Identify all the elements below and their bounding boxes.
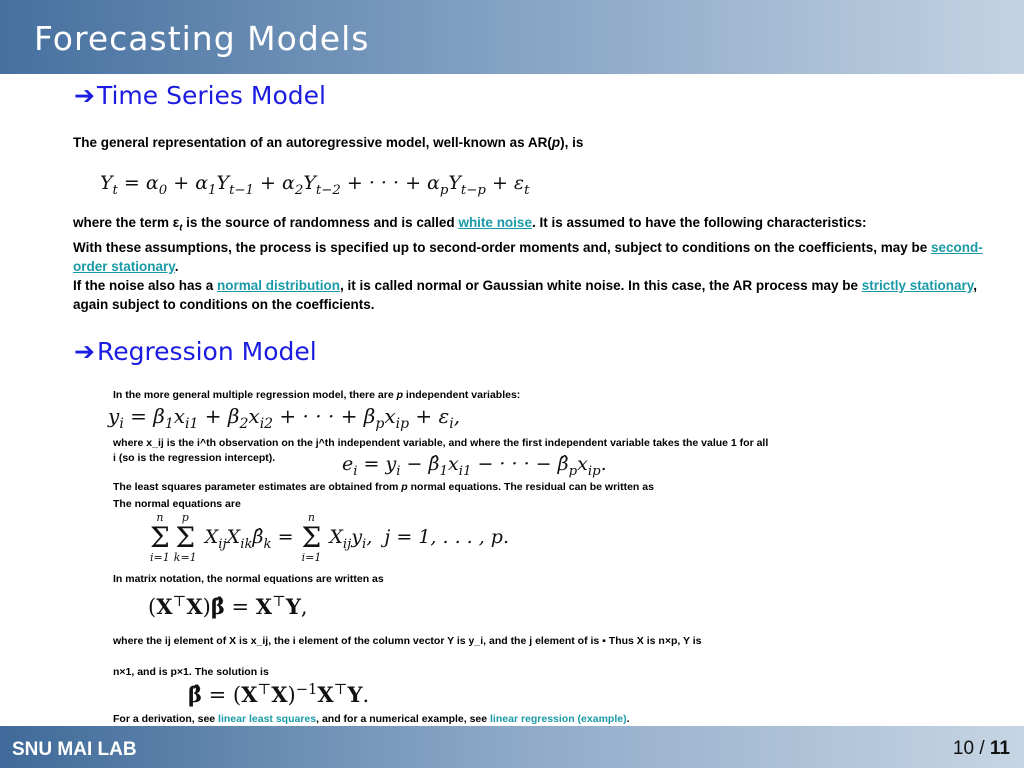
residual-equation: $e_i = y_i$ − $\betâ_1x_{i1}$ − · · · − $\betâ_px_{ip}$. xyxy=(342,453,607,479)
linear-regression-example-link[interactable]: linear regression (example) xyxy=(490,713,627,725)
total-pages: 11 xyxy=(989,738,1010,759)
strictly-stationary-link[interactable]: strictly stationary xyxy=(861,277,974,293)
regression-variable-note: where x_ij is the i^th observation on the j^th independent variable, and where the first independent variable takes the value 1 for all i (so is the regression intercept). xyxy=(113,437,769,464)
arrow-right-icon: ➔ xyxy=(74,337,95,366)
footer-bar xyxy=(0,726,1024,768)
slide-title: Forecasting Models xyxy=(34,19,370,58)
section-heading-regression: ➔Regression Model xyxy=(74,337,317,366)
white-noise-link[interactable]: white noise xyxy=(458,215,532,230)
derivation-text: For a derivation, see linear least squares, and for a numerical example, see linear regression (example). xyxy=(113,713,630,725)
ar-equation: $Y_t = \alpha_0 + \alpha_1Y_{t-1} + \alpha_2Y_{t-2}$ + · · · + $\alpha_pY_{t-p} + \varepsilon_t$ xyxy=(100,172,530,198)
title-bar xyxy=(0,0,1024,74)
least-squares-text: The least squares parameter estimates are obtained from p normal equations. The residual can be written as xyxy=(113,481,654,493)
dimensions-text: n×1, and is p×1. The solution is xyxy=(113,666,269,678)
second-order-stationary-link[interactable]: second-order stationary xyxy=(73,239,983,274)
regression-equation: $y_i = \beta_1x_{i1} + \beta_2x_{i2}$ + · · · + $\beta_px_{ip} + \varepsilon_i$, xyxy=(108,404,461,432)
matrix-notation-text: In matrix notation, the normal equations are written as xyxy=(113,573,384,585)
matrix-normal-equation: (X⊤X)β̂ = X⊤Y, xyxy=(148,593,308,619)
lab-name: SNU MAI LAB xyxy=(12,739,137,760)
normal-equations: n Σ i=1 p Σ k=1 $X_{ij}X_{ik}\betâ_k$ = n Σ i=1 $X_{ij}y_i$, j = 1, . . . , p. xyxy=(150,511,510,564)
current-page: 10 xyxy=(952,738,975,759)
ar-intro-text: The general representation of an autoregressive model, well-known as AR(p), is xyxy=(73,135,584,150)
normal-distribution-link[interactable]: normal distribution xyxy=(217,277,341,293)
page-indicator: 10 / 11 xyxy=(952,738,1010,759)
regression-intro-text: In the more general multiple regression model, there are p independent variables: xyxy=(113,389,521,401)
linear-least-squares-link[interactable]: linear least squares xyxy=(218,713,317,725)
arrow-right-icon: ➔ xyxy=(74,81,95,110)
normal-equations-label: The normal equations are xyxy=(113,498,241,510)
section-heading-time-series: ➔Time Series Model xyxy=(74,81,326,110)
matrix-elements-text: where the ij element of X is x_ij, the i element of the column vector Y is y_i, and the j element of is ▪ Thus X is n×p, Y is xyxy=(113,635,702,647)
ar-description: where the term $\varepsilon_t$ is the source of randomness and is called white noise. It is assumed to have the following characteristics: With these assumptions, the process is specified up to second-order moments and, subject to conditions on the coefficients, may be second-order stationary. If the noise also has a normal distribution, it is called normal or Gaussian white noise. In this case, the AR process may be strictly stationary, again subject to conditions on the coefficients. xyxy=(73,215,983,312)
solution-equation: β̂ = $(X^⊤X)^{-1}X^⊤Y$. xyxy=(188,681,370,707)
